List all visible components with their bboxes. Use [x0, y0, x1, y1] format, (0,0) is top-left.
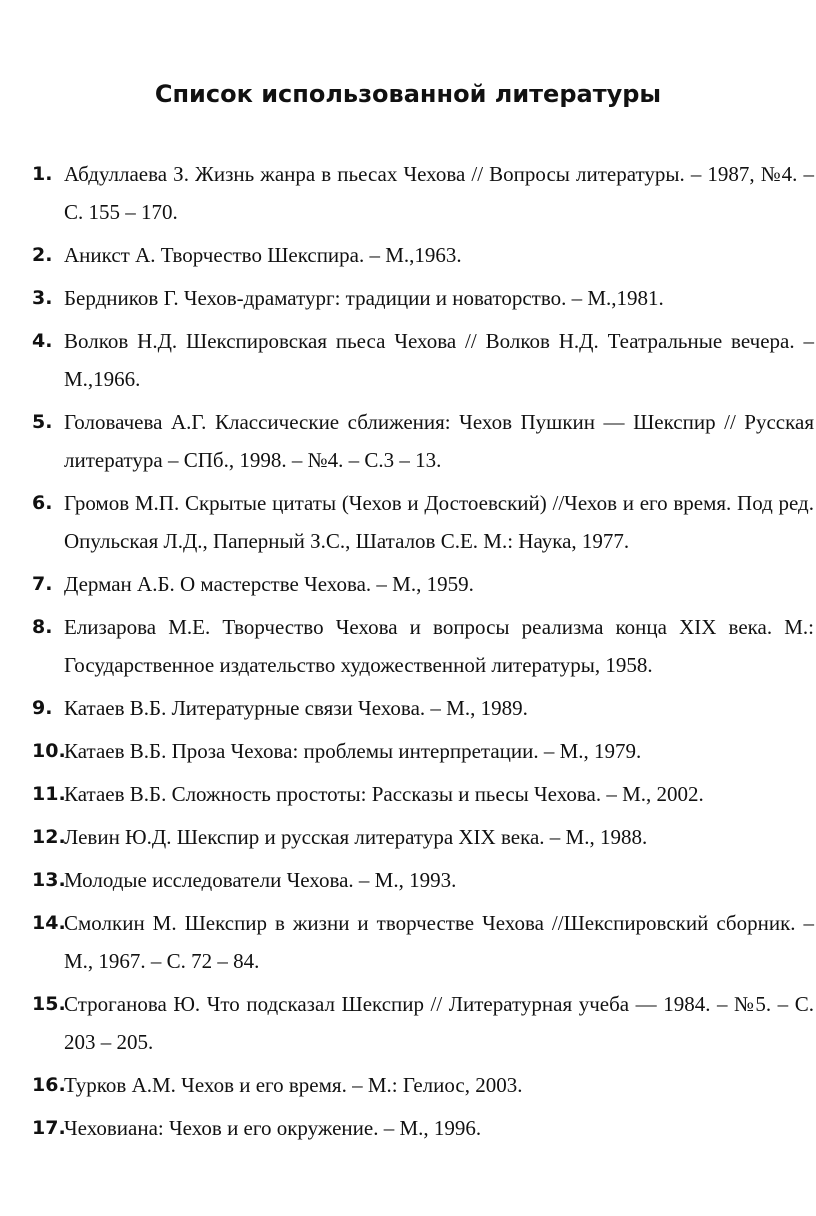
bibliography-item	[32, 484, 814, 560]
bibliography-item	[32, 861, 814, 899]
item-text: Елизарова М.Е. Творчество Чехова и вопросы реализма конца XIX века. М.: Государственное издательство художественной литературы, 1958.	[64, 615, 814, 677]
item-number: 11.	[32, 783, 66, 805]
item-number: 10.	[32, 740, 66, 762]
item-text: Катаев В.Б. Литературные связи Чехова. ‒ М., 1989.	[64, 696, 528, 720]
item-number: 14.	[32, 912, 66, 934]
item-text: Абдуллаева З. Жизнь жанра в пьесах Чехова // Вопросы литературы. ‒ 1987, №4. ‒ С. 155 ‒ 170.	[64, 162, 814, 224]
item-number: 13.	[32, 869, 66, 891]
item-text: Головачева А.Г. Классические сближения: Чехов Пушкин — Шекспир // Русская литература ‒ СПб., 1998. ‒ №4. ‒ С.3 ‒ 13.	[64, 410, 814, 472]
bibliography-item	[32, 565, 814, 603]
item-number: 2.	[32, 244, 53, 266]
item-text: Бердников Г. Чехов-драматург: традиции и новаторство. ‒ М.,1981.	[64, 286, 664, 310]
bibliography-item	[32, 1109, 814, 1147]
item-number: 7.	[32, 573, 53, 595]
bibliography-item	[32, 775, 814, 813]
bibliography-item	[32, 608, 814, 684]
item-text: Волков Н.Д. Шекспировская пьеса Чехова // Волков Н.Д. Театральные вечера. ‒ М.,1966.	[64, 329, 814, 391]
item-number: 5.	[32, 411, 53, 433]
item-text: Молодые исследователи Чехова. ‒ М., 1993.	[64, 868, 457, 892]
item-number: 16.	[32, 1074, 66, 1096]
bibliography-item	[32, 322, 814, 398]
item-text: Катаев В.Б. Проза Чехова: проблемы интерпретации. ‒ М., 1979.	[64, 739, 642, 763]
bibliography-item	[32, 985, 814, 1061]
bibliography-item	[32, 904, 814, 980]
page-title: Список использованной литературы	[154, 80, 662, 108]
bibliography-item	[32, 279, 814, 317]
item-text: Аникст А. Творчество Шекспира. ‒ М.,1963.	[64, 243, 462, 267]
bibliography-list	[32, 155, 814, 1152]
item-text: Смолкин М. Шекспир в жизни и творчестве Чехова //Шекспировский сборник. ‒ М., 1967. ‒ С. 72 ‒ 84.	[64, 911, 814, 973]
bibliography-item	[32, 732, 814, 770]
item-text: Левин Ю.Д. Шекспир и русская литература XIX века. ‒ М., 1988.	[64, 825, 648, 849]
bibliography-item	[32, 236, 814, 274]
item-number: 4.	[32, 330, 53, 352]
bibliography-item	[32, 403, 814, 479]
item-number: 17.	[32, 1117, 66, 1139]
bibliography-item	[32, 689, 814, 727]
item-number: 9.	[32, 697, 53, 719]
item-text: Турков А.М. Чехов и его время. ‒ М.: Гелиос, 2003.	[64, 1073, 523, 1097]
item-number: 15.	[32, 993, 66, 1015]
item-number: 6.	[32, 492, 53, 514]
item-text: Громов М.П. Скрытые цитаты (Чехов и Достоевский) //Чехов и его время. Под ред. Опульская Л.Д., Паперный З.С., Шаталов С.Е. М.: Наука, 1977.	[64, 491, 814, 553]
bibliography-item	[32, 1066, 814, 1104]
item-text: Катаев В.Б. Сложность простоты: Рассказы и пьесы Чехова. ‒ М., 2002.	[64, 782, 704, 806]
item-number: 3.	[32, 287, 53, 309]
item-text: Дерман А.Б. О мастерстве Чехова. ‒ М., 1959.	[64, 572, 474, 596]
item-text: Строганова Ю. Что подсказал Шекспир // Литературная учеба — 1984. ‒ №5. ‒ С. 203 ‒ 205.	[64, 992, 814, 1054]
item-number: 12.	[32, 826, 66, 848]
item-number: 1.	[32, 163, 53, 185]
item-number: 8.	[32, 616, 53, 638]
bibliography-item	[32, 818, 814, 856]
item-text: Чеховиана: Чехов и его окружение. ‒ М., 1996.	[64, 1116, 482, 1140]
bibliography-item	[32, 155, 814, 231]
